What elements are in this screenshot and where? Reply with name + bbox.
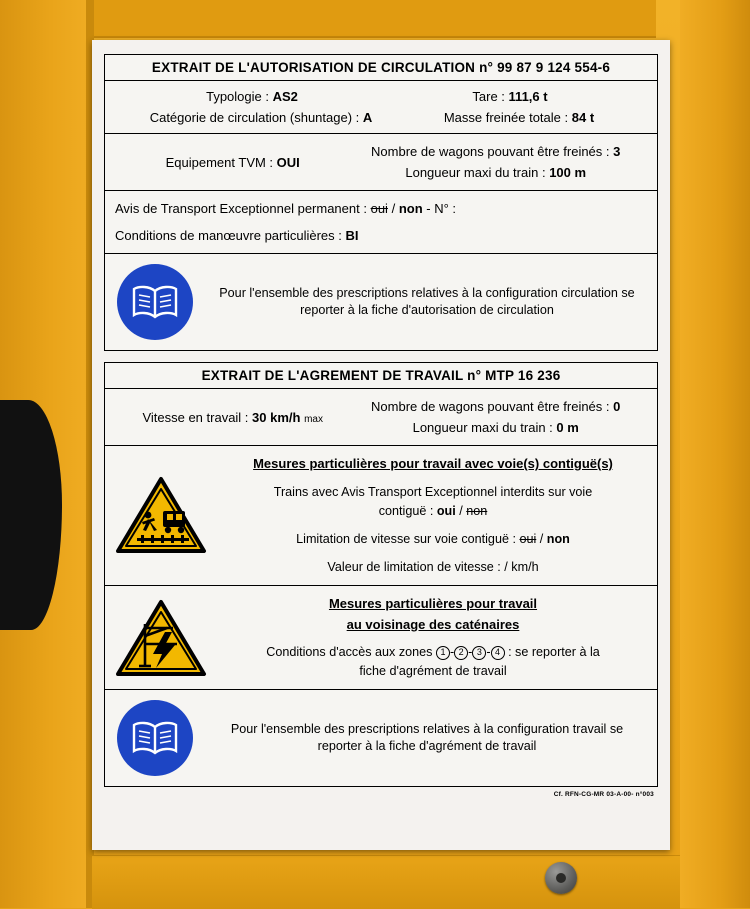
circulation-book-text: Pour l'ensemble des prescriptions relatives à la configuration circulation se reporter à la fiche d'autorisation de circulation (219, 286, 635, 317)
panel-bottom-band (92, 855, 680, 909)
conditions-manoeuvre-line (115, 219, 647, 246)
limitation-vitesse-non: non (546, 531, 570, 546)
voie-contigue-sep: / (459, 503, 463, 518)
catenaires-text-post: : se reporter à la (508, 645, 600, 660)
warning-electricity-icon (115, 598, 207, 678)
open-book-icon (117, 264, 193, 340)
circulation-title: EXTRAIT DE L'AUTORISATION DE CIRCULATION n° 99 87 9 124 554-6 (105, 55, 657, 81)
travail-title: EXTRAIT DE L'AGREMENT DE TRAVAIL n° MTP 16 236 (105, 363, 657, 389)
categorie-label: Catégorie de circulation (shuntage) : (149, 110, 360, 125)
voie-contigue-line2 (219, 529, 647, 549)
catenaires-text-block (219, 594, 647, 681)
machine-body-right (680, 0, 750, 908)
voie-contigue-l1a: Trains avec Avis Transport Exceptionnel interdits sur voie (273, 484, 593, 499)
tvm-label: Equipement TVM : (165, 154, 274, 170)
wagons-freines-label: Nombre de wagons pouvant être freinés : (371, 144, 610, 159)
travail-book-row (105, 690, 657, 786)
travail-panel (104, 362, 658, 787)
zone-4: 4 (491, 646, 505, 660)
zone-2: 2 (454, 646, 468, 660)
avis-numero: - N° : (426, 201, 457, 216)
vitesse-value: 30 km/h (252, 409, 301, 425)
circulation-book-row (105, 254, 657, 350)
conditions-label: Conditions de manœuvre particulières : (115, 228, 342, 243)
circulation-row-tvm (105, 134, 657, 191)
travail-longueur-value: 0 m (556, 420, 579, 435)
warning-track-worker-icon (115, 475, 207, 555)
avis-separator: / (391, 201, 396, 216)
limitation-vitesse-sep: / (539, 531, 544, 546)
tvm-value: OUI (276, 154, 300, 170)
information-placard (92, 40, 670, 850)
masse-freinee-label: Masse freinée totale : (443, 110, 569, 125)
limitation-vitesse-oui: oui (519, 531, 537, 546)
catenaires-title-1: Mesures particulières pour travail (328, 595, 538, 611)
avis-non: non (398, 201, 423, 216)
longueur-maxi-value: 100 m (549, 165, 587, 180)
catenaires-title-2: au voisinage des caténaires (346, 616, 520, 632)
travail-row-voie-contigue (105, 446, 657, 586)
circulation-row-typologie (105, 81, 657, 134)
typologie-label: Typologie : (206, 89, 269, 104)
tare-label: Tare : (472, 89, 505, 104)
voie-contigue-l1b: contiguë : (378, 503, 434, 518)
voie-contigue-title: Mesures particulières pour travail avec voie(s) contiguë(s) (253, 456, 613, 471)
vitesse-label: Vitesse en travail : (142, 409, 249, 425)
travail-book-text: Pour l'ensemble des prescriptions relatives à la configuration travail se reporter à la fiche d'agrément de travail (230, 722, 624, 754)
masse-freinee-value: 84 t (571, 110, 595, 125)
voie-contigue-line1 (219, 483, 647, 521)
vitesse-suffix: max (304, 413, 323, 425)
travail-wagons-value: 0 (613, 399, 621, 414)
tare-value: 111,6 t (508, 89, 548, 104)
typologie-value: AS2 (272, 89, 298, 104)
voie-contigue-text-block (219, 454, 647, 577)
longueur-maxi-label: Longueur maxi du train : (405, 165, 546, 180)
panel-seam-top (92, 0, 656, 38)
zone-3: 3 (472, 646, 486, 660)
travail-row-catenaires (105, 586, 657, 690)
circulation-row-avis (105, 191, 657, 254)
conditions-value: BI (345, 228, 359, 243)
travail-wagons-label: Nombre de wagons pouvant être freinés : (371, 399, 610, 414)
catenaires-text-line2: fiche d'agrément de travail (359, 664, 507, 679)
document-reference: Cf. RFN-CG-MR 03-A-00- n°003 (553, 791, 654, 799)
avis-transport-line (115, 198, 647, 219)
travail-row-vitesse (105, 389, 657, 446)
screw-icon (545, 862, 577, 894)
valeur-limitation-line: Valeur de limitation de vitesse : / km/h (327, 559, 539, 574)
wagons-freines-value: 3 (613, 144, 621, 159)
travail-longueur-label: Longueur maxi du train : (412, 420, 553, 435)
categorie-value: A (362, 110, 373, 125)
open-book-icon (117, 700, 193, 776)
zone-1: 1 (436, 646, 450, 660)
avis-label: Avis de Transport Exceptionnel permanent : (115, 201, 367, 216)
catenaires-body: Conditions d'accès aux zones 1 - 2 - 3 - 4 : se reporter à la fiche d'agrément de travail (266, 645, 600, 679)
voie-contigue-non: non (466, 503, 488, 518)
limitation-vitesse-label: Limitation de vitesse sur voie contiguë : (296, 531, 516, 546)
avis-oui: oui (370, 201, 388, 216)
catenaires-text-pre: Conditions d'accès aux zones (266, 645, 433, 660)
circulation-panel (104, 54, 658, 351)
voie-contigue-oui: oui (436, 503, 456, 518)
